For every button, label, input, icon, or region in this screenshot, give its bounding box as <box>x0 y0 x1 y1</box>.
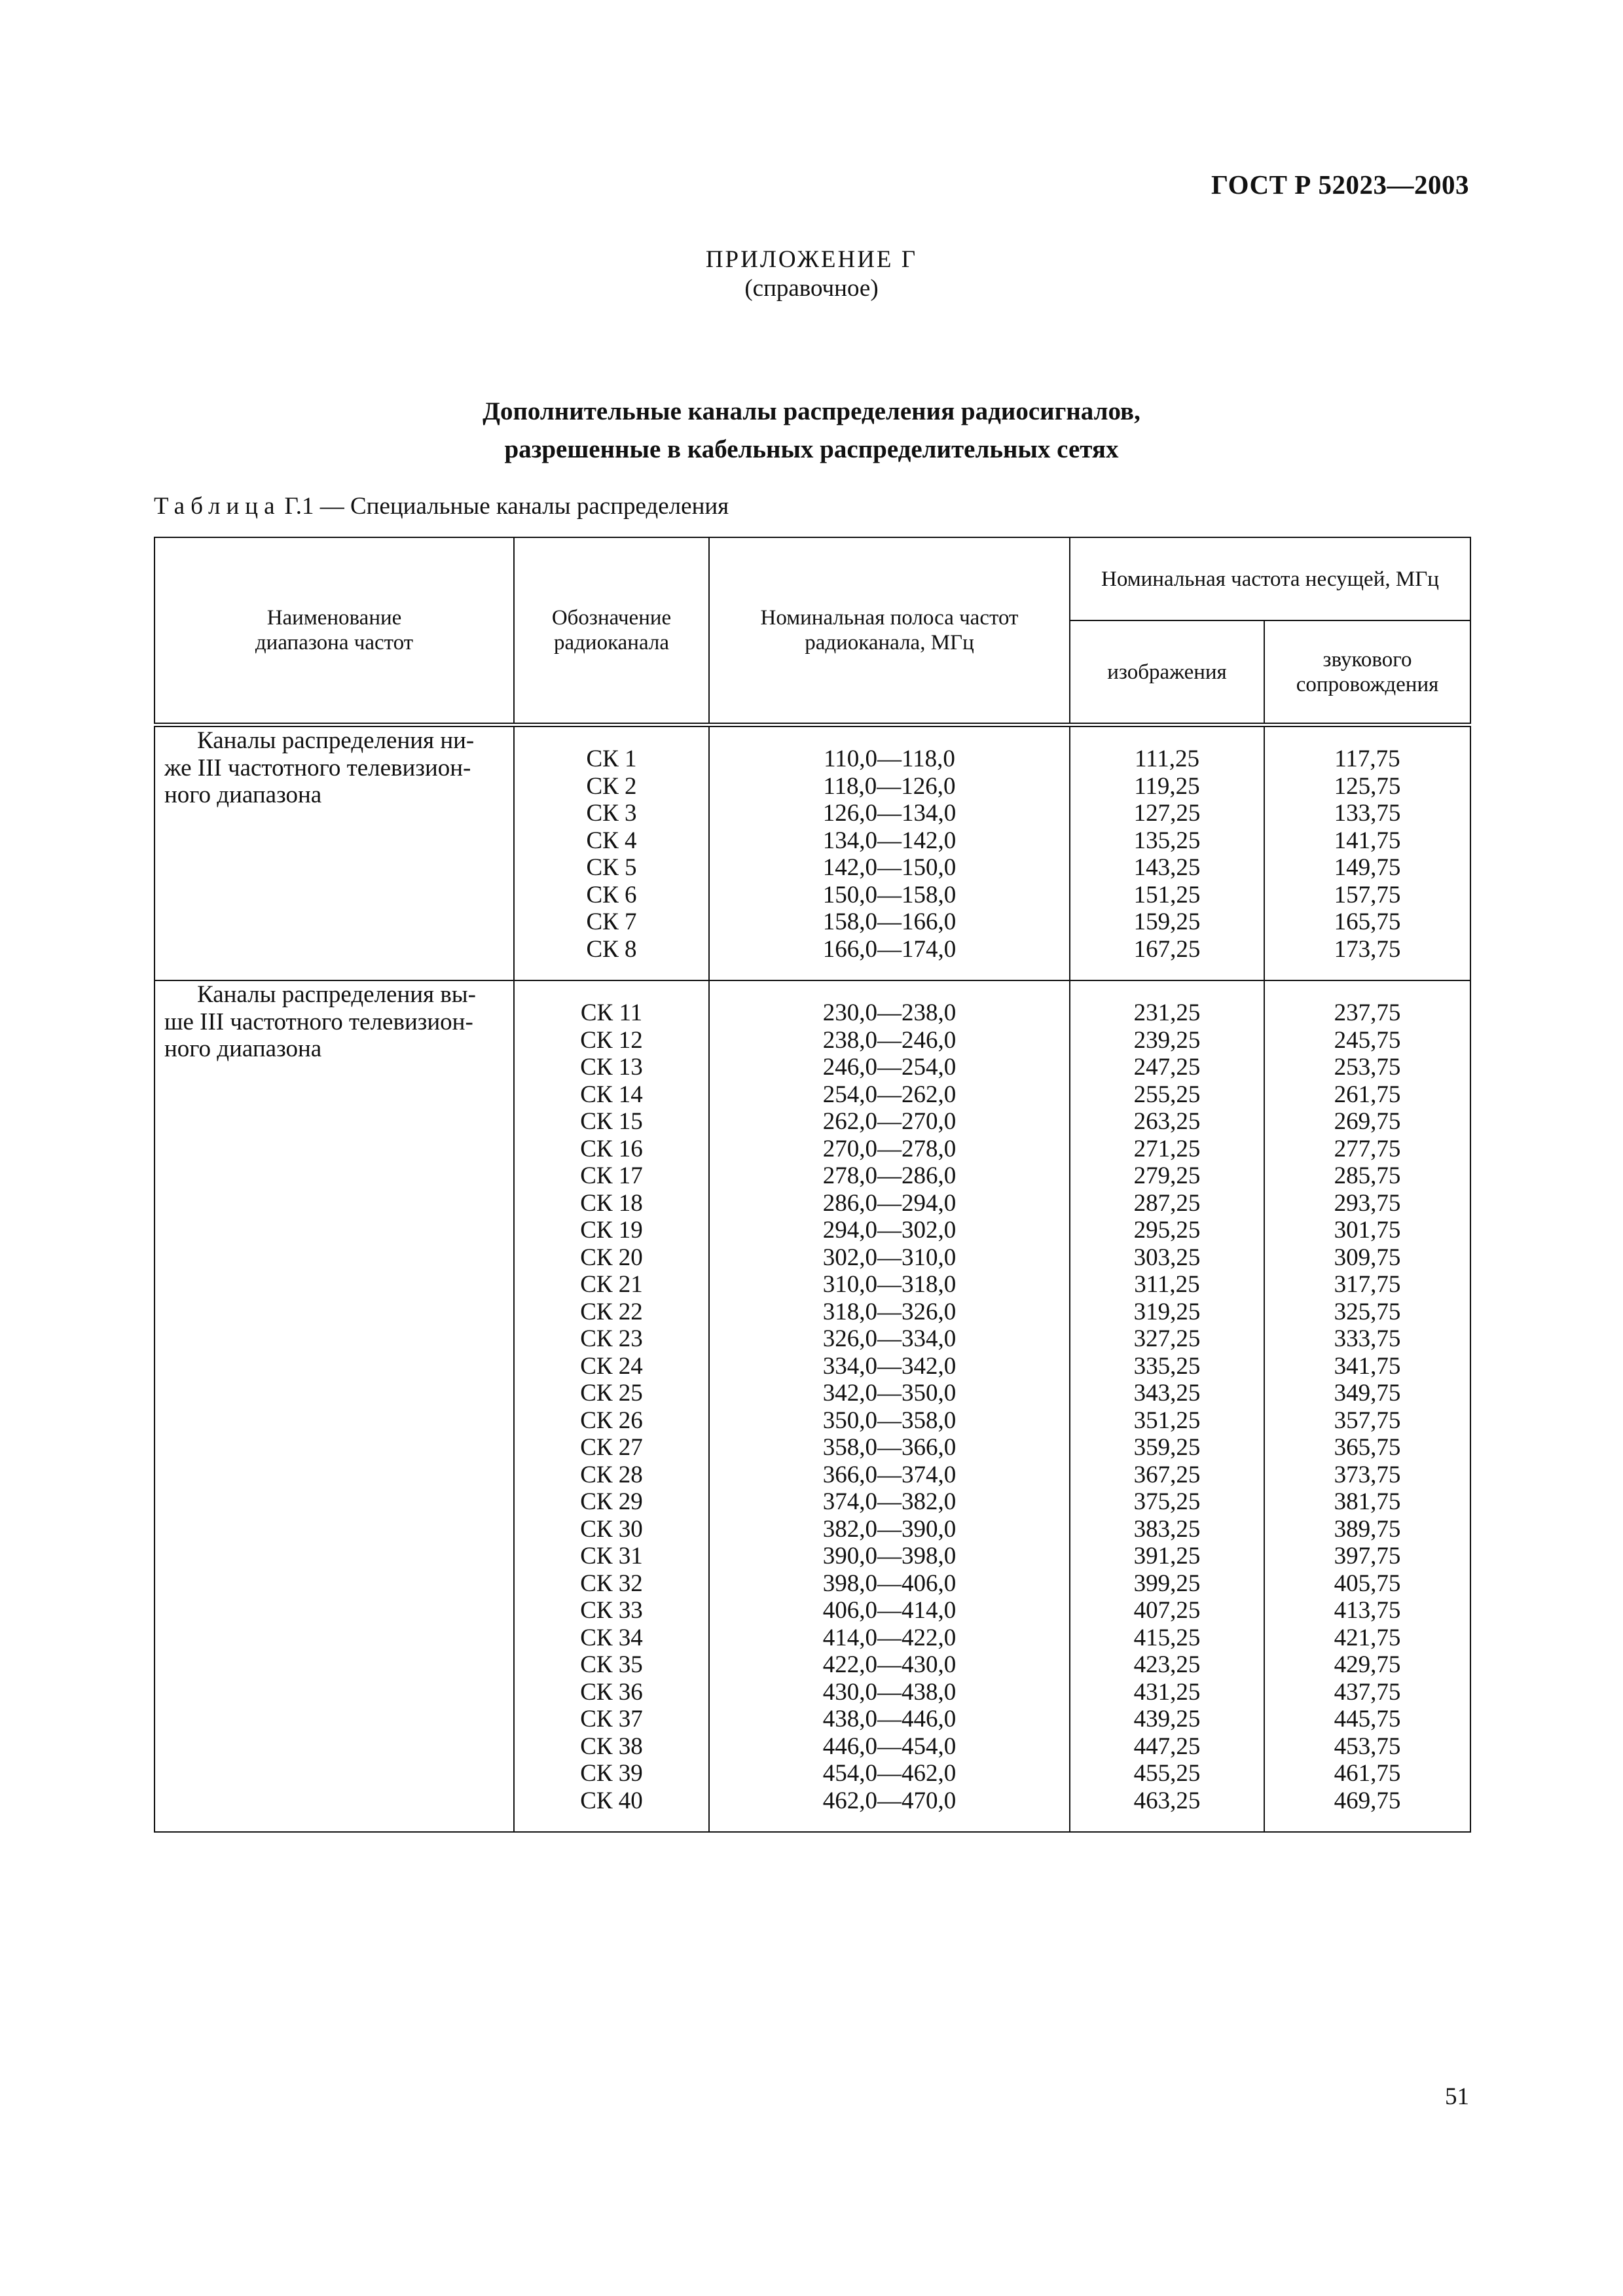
cell-value: 310,0—318,0 <box>822 1271 957 1298</box>
cell-value: СК 30 <box>580 1515 643 1543</box>
table-caption-text: Г.1 — Специальные каналы распределения <box>284 493 729 520</box>
cell-value: 143,25 <box>1133 854 1201 881</box>
cell-value: 246,0—254,0 <box>822 1054 957 1081</box>
cell-value: 245,75 <box>1334 1026 1401 1054</box>
header-band: Номинальная полоса частот радиоканала, МГц <box>709 537 1070 725</box>
header-sound: звукового сопровождения <box>1264 620 1470 725</box>
cell-value: 463,25 <box>1133 1787 1201 1814</box>
cell-value: 415,25 <box>1133 1624 1201 1651</box>
cell-value: 406,0—414,0 <box>822 1597 957 1624</box>
cell-value: 325,75 <box>1334 1298 1401 1325</box>
cell-value: 149,75 <box>1334 854 1401 881</box>
table-caption-word: Таблица <box>154 493 281 520</box>
cell-value: 303,25 <box>1133 1244 1201 1271</box>
cell-value: 447,25 <box>1133 1732 1201 1760</box>
cell-value: 151,25 <box>1133 881 1201 908</box>
cell-value: СК 31 <box>580 1543 643 1570</box>
cell-value: 247,25 <box>1133 1054 1201 1081</box>
header-carrier: Номинальная частота несущей, МГц <box>1070 537 1470 620</box>
cell-value: СК 17 <box>580 1162 643 1189</box>
cell-value: СК 35 <box>580 1651 643 1678</box>
cell-value: 293,75 <box>1334 1189 1401 1217</box>
cell-value: 398,0—406,0 <box>822 1570 957 1597</box>
cell-value: 230,0—238,0 <box>822 999 957 1026</box>
cell-value: 341,75 <box>1334 1352 1401 1380</box>
cell-value: 157,75 <box>1334 881 1401 908</box>
cell-value: 254,0—262,0 <box>822 1081 957 1108</box>
cell-value: 399,25 <box>1133 1570 1201 1597</box>
cell-value: 335,25 <box>1133 1352 1201 1380</box>
cell-value: 405,75 <box>1334 1570 1401 1597</box>
cell-value: 237,75 <box>1334 999 1401 1026</box>
range-name-cell <box>155 725 514 981</box>
cell-value: 334,0—342,0 <box>822 1352 957 1380</box>
cell-value: 439,25 <box>1133 1706 1201 1732</box>
cell-value: 455,25 <box>1133 1760 1201 1787</box>
cell-value: 318,0—326,0 <box>822 1298 957 1325</box>
page-title <box>0 393 1623 469</box>
cell-value: СК 39 <box>580 1760 643 1787</box>
cell-value: 350,0—358,0 <box>822 1407 957 1434</box>
cell-value: 295,25 <box>1133 1217 1201 1244</box>
cell-value: СК 14 <box>580 1081 643 1108</box>
cell-value: 391,25 <box>1133 1543 1201 1570</box>
cell-value: 319,25 <box>1133 1298 1201 1325</box>
image-carrier-cell <box>1070 980 1264 1832</box>
cell-value: 453,75 <box>1334 1732 1401 1760</box>
cell-value: 279,25 <box>1133 1162 1201 1189</box>
cell-value: СК 16 <box>580 1135 643 1162</box>
cell-value: 357,75 <box>1334 1407 1401 1434</box>
cell-value: СК 12 <box>580 1026 643 1054</box>
appendix-kind: (справочное) <box>744 275 879 302</box>
cell-value: СК 26 <box>580 1407 643 1434</box>
cell-value: СК 5 <box>586 854 637 881</box>
cell-value: 302,0—310,0 <box>822 1244 957 1271</box>
cell-value: 271,25 <box>1133 1135 1201 1162</box>
appendix-heading <box>0 245 1623 303</box>
channel-cell <box>514 980 709 1832</box>
cell-value: 317,75 <box>1334 1271 1401 1298</box>
title-line-1: Дополнительные каналы распределения радиосигналов, <box>483 397 1140 425</box>
cell-value: 119,25 <box>1134 772 1200 800</box>
appendix-label: ПРИЛОЖЕНИЕ Г <box>705 246 918 273</box>
header-image: изображения <box>1070 620 1264 725</box>
cell-value: 285,75 <box>1334 1162 1401 1189</box>
channel-cell <box>514 725 709 981</box>
cell-value: 311,25 <box>1134 1271 1200 1298</box>
cell-value: СК 33 <box>580 1597 643 1624</box>
table-row <box>155 725 1470 981</box>
cell-value: 397,75 <box>1334 1543 1401 1570</box>
cell-value: 238,0—246,0 <box>822 1026 957 1054</box>
cell-value: СК 27 <box>580 1434 643 1461</box>
cell-value: СК 36 <box>580 1678 643 1706</box>
cell-value: СК 29 <box>580 1488 643 1515</box>
cell-value: 333,75 <box>1334 1325 1401 1352</box>
cell-value: 414,0—422,0 <box>822 1624 957 1651</box>
cell-value: СК 28 <box>580 1461 643 1488</box>
cell-value: 253,75 <box>1334 1054 1401 1081</box>
table-header <box>155 537 1470 725</box>
cell-value: 438,0—446,0 <box>822 1706 957 1732</box>
cell-value: 309,75 <box>1334 1244 1401 1271</box>
cell-value: 326,0—334,0 <box>822 1325 957 1352</box>
cell-value: 437,75 <box>1334 1678 1401 1706</box>
cell-value: 383,25 <box>1133 1515 1201 1543</box>
document-code: ГОСТ Р 52023—2003 <box>1211 170 1469 200</box>
cell-value: 270,0—278,0 <box>822 1135 957 1162</box>
cell-value: 165,75 <box>1334 908 1401 935</box>
cell-value: СК 19 <box>580 1217 643 1244</box>
cell-value: 374,0—382,0 <box>822 1488 957 1515</box>
cell-value: 390,0—398,0 <box>822 1543 957 1570</box>
cell-value: 351,25 <box>1133 1407 1201 1434</box>
range-name-text: Каналы распределения ни- же III частотного телевизион- ного диапазона <box>164 727 475 808</box>
cell-value: 366,0—374,0 <box>822 1461 957 1488</box>
image-carrier-cell <box>1070 725 1264 981</box>
cell-value: СК 34 <box>580 1624 643 1651</box>
cell-value: 454,0—462,0 <box>822 1760 957 1787</box>
cell-value: СК 8 <box>586 935 637 963</box>
cell-value: 365,75 <box>1334 1434 1401 1461</box>
cell-value: 373,75 <box>1334 1461 1401 1488</box>
cell-value: 469,75 <box>1334 1787 1401 1814</box>
cell-value: 381,75 <box>1334 1488 1401 1515</box>
cell-value: СК 6 <box>586 881 637 908</box>
cell-value: 389,75 <box>1334 1515 1401 1543</box>
cell-value: СК 25 <box>580 1380 643 1407</box>
cell-value: СК 21 <box>580 1271 643 1298</box>
cell-value: 133,75 <box>1334 800 1401 827</box>
cell-value: 286,0—294,0 <box>822 1189 957 1217</box>
band-cell <box>709 725 1070 981</box>
sound-carrier-cell <box>1264 980 1470 1832</box>
cell-value: 375,25 <box>1133 1488 1201 1515</box>
sound-carrier-cell <box>1264 725 1470 981</box>
cell-value: 277,75 <box>1334 1135 1401 1162</box>
range-name-cell <box>155 980 514 1832</box>
title-line-2: разрешенные в кабельных распределительных сетях <box>504 435 1119 463</box>
cell-value: 141,75 <box>1334 827 1401 854</box>
cell-value: 301,75 <box>1334 1217 1401 1244</box>
cell-value: 159,25 <box>1133 908 1201 935</box>
cell-value: 269,75 <box>1334 1108 1401 1135</box>
cell-value: 287,25 <box>1133 1189 1201 1217</box>
cell-value: СК 4 <box>586 827 637 854</box>
cell-value: 359,25 <box>1133 1434 1201 1461</box>
cell-value: 255,25 <box>1133 1081 1201 1108</box>
cell-value: 135,25 <box>1133 827 1201 854</box>
cell-value: 431,25 <box>1133 1678 1201 1706</box>
cell-value: 158,0—166,0 <box>822 908 957 935</box>
cell-value: СК 40 <box>580 1787 643 1814</box>
cell-value: 421,75 <box>1334 1624 1401 1651</box>
cell-value: СК 32 <box>580 1570 643 1597</box>
cell-value: 142,0—150,0 <box>822 854 957 881</box>
cell-value: 127,25 <box>1133 800 1201 827</box>
cell-value: 327,25 <box>1133 1325 1201 1352</box>
cell-value: 446,0—454,0 <box>822 1732 957 1760</box>
cell-value: СК 24 <box>580 1352 643 1380</box>
cell-value: 110,0—118,0 <box>824 745 955 772</box>
cell-value: 358,0—366,0 <box>822 1434 957 1461</box>
table-caption <box>154 492 729 520</box>
cell-value: СК 3 <box>586 800 637 827</box>
cell-value: 117,75 <box>1334 745 1400 772</box>
cell-value: 407,25 <box>1133 1597 1201 1624</box>
cell-value: 423,25 <box>1133 1651 1201 1678</box>
cell-value: 461,75 <box>1334 1760 1401 1787</box>
cell-value: 118,0—126,0 <box>823 772 956 800</box>
cell-value: 294,0—302,0 <box>822 1217 957 1244</box>
cell-value: 126,0—134,0 <box>822 800 957 827</box>
cell-value: 261,75 <box>1334 1081 1401 1108</box>
cell-value: 166,0—174,0 <box>822 935 957 963</box>
cell-value: 262,0—270,0 <box>822 1108 957 1135</box>
band-cell <box>709 980 1070 1832</box>
cell-value: 239,25 <box>1133 1026 1201 1054</box>
cell-value: 367,25 <box>1133 1461 1201 1488</box>
cell-value: 445,75 <box>1334 1706 1401 1732</box>
cell-value: СК 7 <box>586 908 637 935</box>
cell-value: СК 1 <box>586 745 637 772</box>
cell-value: 167,25 <box>1133 935 1201 963</box>
cell-value: СК 22 <box>580 1298 643 1325</box>
cell-value: 342,0—350,0 <box>822 1380 957 1407</box>
cell-value: 413,75 <box>1334 1597 1401 1624</box>
table-row <box>155 980 1470 1832</box>
cell-value: 231,25 <box>1133 999 1201 1026</box>
cell-value: 263,25 <box>1133 1108 1201 1135</box>
cell-value: 430,0—438,0 <box>822 1678 957 1706</box>
cell-value: 125,75 <box>1334 772 1401 800</box>
cell-value: 111,25 <box>1134 745 1199 772</box>
cell-value: 134,0—142,0 <box>822 827 957 854</box>
header-range-name: Наименование диапазона частот <box>155 537 514 725</box>
cell-value: СК 15 <box>580 1108 643 1135</box>
channels-table <box>154 537 1471 1833</box>
cell-value: СК 37 <box>580 1706 643 1732</box>
cell-value: СК 18 <box>580 1189 643 1217</box>
cell-value: 349,75 <box>1334 1380 1401 1407</box>
header-channel: Обозначение радиоканала <box>514 537 709 725</box>
cell-value: 278,0—286,0 <box>822 1162 957 1189</box>
cell-value: 382,0—390,0 <box>822 1515 957 1543</box>
cell-value: СК 2 <box>586 772 637 800</box>
cell-value: 343,25 <box>1133 1380 1201 1407</box>
range-name-text: Каналы распределения вы- ше III частотного телевизион- ного диапазона <box>164 981 476 1062</box>
cell-value: СК 38 <box>580 1732 643 1760</box>
cell-value: СК 11 <box>580 999 643 1026</box>
cell-value: СК 23 <box>580 1325 643 1352</box>
cell-value: СК 20 <box>580 1244 643 1271</box>
page-number: 51 <box>1445 2083 1469 2110</box>
cell-value: 422,0—430,0 <box>822 1651 957 1678</box>
cell-value: СК 13 <box>580 1054 643 1081</box>
cell-value: 173,75 <box>1334 935 1401 963</box>
cell-value: 150,0—158,0 <box>822 881 957 908</box>
table-body <box>155 725 1470 1833</box>
cell-value: 462,0—470,0 <box>822 1787 957 1814</box>
cell-value: 429,75 <box>1334 1651 1401 1678</box>
